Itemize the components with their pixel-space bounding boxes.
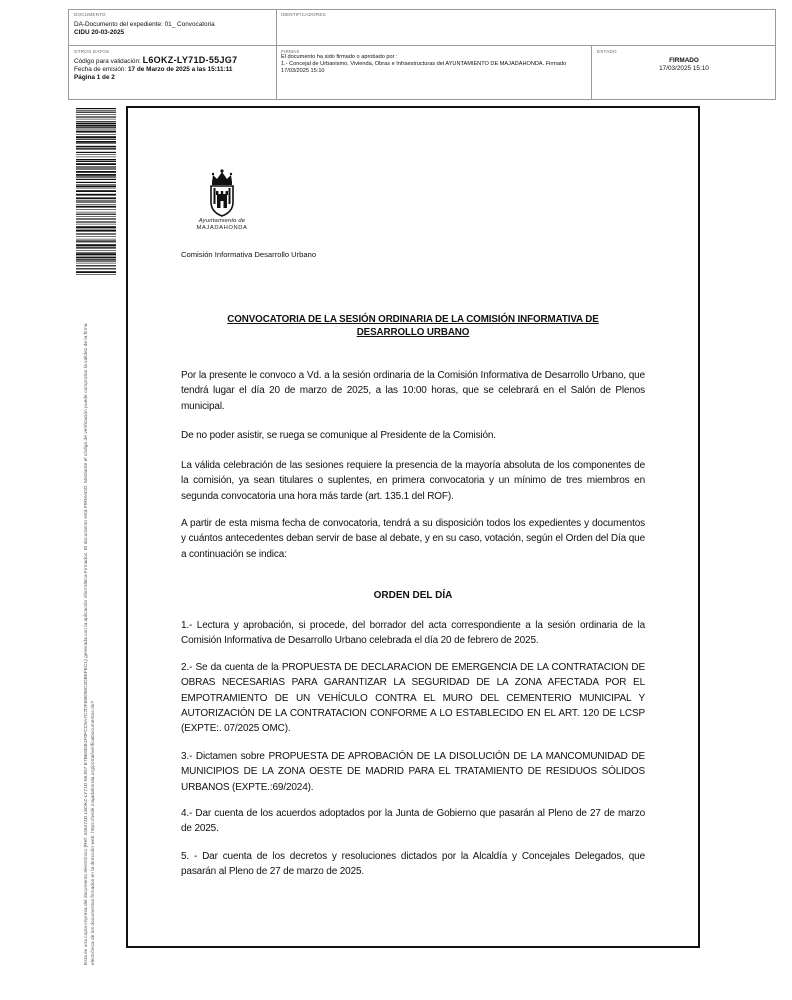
barcode-bar	[76, 143, 116, 144]
coat-of-arms-icon	[205, 168, 239, 218]
barcode-graphic	[76, 108, 116, 276]
barcode-bar	[76, 248, 116, 249]
barcode-bar	[76, 127, 116, 128]
agenda-item: 3.- Dictamen sobre PROPUESTA DE APROBACIÓN DE LA DISOLUCIÓN DE LA MANCOMUNIDAD DE MUNICIPIOS DE LA ZONA OESTE DE MADRID PARA EL TRATAMIENTO DE RESIDUOS SÓLIDOS URBANOS (EXPTE.:69/2024).	[181, 751, 645, 793]
document-title: CONVOCATORIA DE LA SESIÓN ORDINARIA DE LA COMISIÓN INFORMATIVA DE DESARROLLO URBANO	[227, 314, 599, 338]
barcode-bar	[76, 130, 116, 131]
barcode-bar	[76, 274, 116, 275]
barcode-bar	[76, 259, 116, 260]
barcode-bar	[76, 108, 116, 109]
firmas-line3: 17/03/2025 15:10	[281, 68, 325, 74]
barcode-bar	[76, 239, 116, 240]
side-verification-text: Esta es una copia impresa del documento electrónico (Ref: 346474D L6OKZ-LY71D-55JG7 E7BE6DB1F0FCC5A7C7DF65E98C2DB5FEC1) generada con la aplicación informática Firmadoc. El documento está FIRMADO. Mediante el código de verificación puede comprobar la validez de la firma electrónica de los documentos firmados en la dirección web: https://sede.majadahonda.org/portal/verificaDocumentos.do?	[84, 323, 96, 965]
logo-text-line1: Ayuntamiento de	[198, 218, 246, 224]
documento-line2: CIDU 20-03-2025	[74, 29, 125, 36]
paragraph: A partir de esta misma fecha de convocatoria, tendrá a su disposición todos los expedientes y documentos y cuántos antecedentes deban servir de base al debate, y en su caso, votación, según el Orden del Día que a continuación se indica:	[181, 518, 645, 560]
barcode-bar	[76, 121, 116, 122]
otros-datos-label: OTROS DATOS	[74, 49, 110, 54]
orden-del-dia-heading: ORDEN DEL DÍA	[373, 590, 453, 601]
emission-date-row	[74, 66, 271, 74]
department-name: Comisión Informativa Desarrollo Urbano	[181, 250, 317, 259]
validation-code[interactable]: L6OKZ-LY71D-55JG7	[142, 55, 238, 65]
barcode-bar	[76, 241, 116, 242]
agenda-item: 1.- Lectura y aprobación, si procede, del borrador del acta correspondiente a la sesión ordinaria de la Comisión Informativa de Desarrollo Urbano celebrada el día 20 de febrero de 2025.	[181, 620, 645, 647]
firmas-label: FIRMAS	[281, 49, 300, 54]
barcode-bar	[76, 204, 116, 205]
barcode-bar	[76, 112, 116, 113]
barcode-bar	[76, 200, 116, 201]
documento-cell	[69, 10, 276, 39]
agenda-item: 5. - Dar cuenta de los decretos y resoluciones dictados por la Alcaldía y Concejales Delegados, que pasarán al Pleno de 27 de marzo de 2025.	[181, 851, 645, 878]
barcode-bar	[76, 265, 116, 266]
barcode-bar	[76, 176, 116, 177]
barcode-bar	[76, 214, 116, 215]
barcode-bar	[76, 253, 116, 255]
validation-code-row	[74, 56, 271, 66]
header-divider	[69, 45, 775, 46]
identificadores-label: IDENTIFICADORES	[281, 12, 326, 17]
barcode-bar	[76, 139, 116, 140]
barcode-bar	[76, 148, 116, 149]
barcode-bar	[76, 216, 116, 217]
barcode-bar	[76, 174, 116, 176]
emission-date-value: 17 de Marzo de 2025 a las 15:11:11	[128, 66, 233, 73]
barcode-bar	[76, 244, 116, 246]
barcode-bar	[76, 141, 116, 143]
barcode-bar	[76, 157, 116, 158]
barcode-bar	[76, 233, 116, 234]
barcode-bar	[76, 226, 116, 228]
agenda-item: 2.- Se da cuenta de la PROPUESTA DE DECLARACION DE EMERGENCIA DE LA CONTRATACION DE OBRAS NECESARIAS PARA GARANTIZAR LA SEGURIDAD DE LA ZONA AFECTADA POR EL EMPOTRAMIENTO DE UN VEHÍCULO CONTRA EL MURO DEL CEMENTERIO MUNICIPAL Y AUTORIZACIÓN DE LA CONTRATACION CONFORME A LO ESTABLECIDO EN EL ART. 120 DE LCSP (EXPTE:. 07/2025 OMC).	[181, 662, 645, 735]
estado-cell	[592, 47, 776, 75]
barcode-bar	[76, 131, 116, 133]
barcode-bar	[76, 114, 116, 115]
barcode-bar	[76, 182, 116, 183]
barcode-bar	[76, 271, 116, 273]
barcode-bar	[76, 167, 116, 168]
barcode-bar	[76, 184, 116, 185]
estado-label: ESTADO	[597, 49, 617, 54]
barcode-bar	[76, 190, 116, 192]
estado-date: 17/03/2025 15:10	[659, 65, 709, 72]
barcode-bar	[76, 116, 116, 117]
firmas-cell	[276, 47, 591, 77]
barcode-bar	[76, 146, 116, 147]
barcode-bar	[76, 206, 116, 208]
firmas-line1: El documento ha sido firmado o aprobado por :	[281, 54, 398, 60]
logo-text-line2: MAJADAHONDA	[196, 225, 248, 231]
barcode-bar	[76, 268, 116, 269]
identificadores-cell	[276, 10, 776, 19]
barcode-bar	[76, 209, 116, 210]
barcode-bar	[76, 212, 116, 213]
barcode-bar	[76, 197, 116, 199]
barcode-bar	[76, 250, 116, 251]
barcode-bar	[76, 236, 116, 237]
documento-line1: DA-Documento del expediente: 01_ Convocatoria	[74, 21, 215, 28]
otros-datos-cell	[69, 47, 276, 84]
barcode-bar	[76, 166, 116, 167]
barcode-bar	[76, 179, 116, 180]
barcode-bar	[76, 263, 116, 264]
barcode-bar	[76, 159, 116, 160]
firmas-line2: 1.- Concejal de Urbanismo, Vivienda, Obras e Infraestructuras del AYUNTAMIENTO DE MAJADAHONDA. Firmado	[281, 61, 567, 67]
barcode-bar	[76, 149, 116, 150]
barcode-bar	[76, 169, 116, 170]
barcode-bar	[76, 252, 116, 253]
document-header-table	[68, 9, 776, 100]
barcode-bar	[76, 188, 116, 189]
barcode-bar	[76, 221, 116, 222]
barcode-bar	[76, 257, 116, 258]
agenda-item: 4.- Dar cuenta de los acuerdos adoptados por la Junta de Gobierno que pasarán al Pleno de 27 de marzo de 2025.	[181, 808, 645, 835]
barcode-bar	[76, 161, 116, 162]
barcode-bar	[76, 171, 116, 173]
estado-value: FIRMADO	[669, 57, 699, 64]
barcode-bar	[76, 185, 116, 187]
page-indicator: Página 1 de 2	[74, 74, 115, 81]
barcode	[76, 108, 116, 276]
barcode-bar	[76, 110, 116, 111]
barcode-bar	[76, 119, 116, 120]
barcode-bar	[76, 240, 116, 241]
barcode-bar	[76, 134, 116, 135]
barcode-bar	[76, 247, 116, 248]
barcode-bar	[76, 125, 116, 127]
municipal-logo	[186, 168, 258, 232]
barcode-bar	[76, 163, 116, 165]
barcode-bar	[76, 136, 116, 138]
barcode-bar	[76, 218, 116, 219]
barcode-bar	[76, 229, 116, 230]
barcode-bar	[76, 154, 116, 155]
barcode-bar	[76, 152, 116, 153]
barcode-bar	[76, 256, 116, 257]
barcode-bar	[76, 230, 116, 232]
barcode-bar	[76, 194, 116, 196]
validation-code-label: Código para validación:	[74, 58, 141, 65]
barcode-bar	[76, 260, 116, 261]
paragraph: De no poder asistir, se ruega se comunique al Presidente de la Comisión.	[181, 430, 496, 441]
emission-date-label: Fecha de emisión:	[74, 66, 127, 73]
barcode-bar	[76, 123, 116, 124]
documento-label: DOCUMENTO	[74, 12, 106, 17]
barcode-bar	[76, 202, 116, 203]
paragraph: La válida celebración de las sesiones requiere la presencia de la mayoría absoluta de los componentes de la comisión, ya sean titulares o suplentes, en primera convocatoria y un mínimo de tres miembros en segunda convocatoria una hora más tarde (art. 135.1 del ROF).	[181, 460, 645, 502]
paragraph: Por la presente le convoco a Vd. a la sesión ordinaria de la Comisión Informativa de Desarrollo Urbano, que tendrá lugar el día 20 de marzo de 2025, a las 10:00 horas, que se celebrará en el Salón de Plenos municipal.	[181, 370, 645, 412]
barcode-bar	[76, 224, 116, 225]
